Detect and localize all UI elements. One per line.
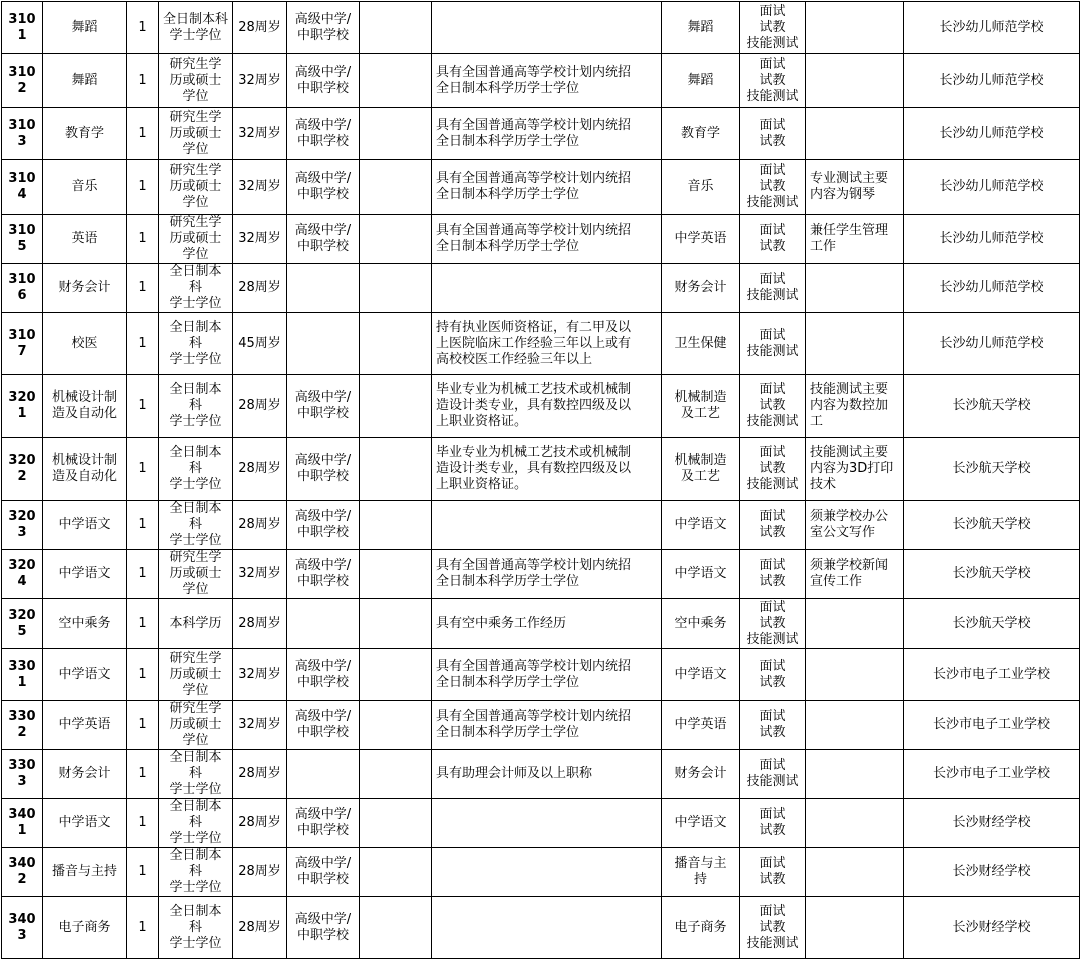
other-condition-cell bbox=[360, 54, 432, 108]
education-requirement-cell: 全日制本 科 学士学位 bbox=[159, 264, 233, 313]
exam-subject-cell: 播音与主 持 bbox=[662, 848, 740, 897]
school-name-cell: 长沙航天学校 bbox=[904, 438, 1080, 501]
headcount-cell: 1 bbox=[127, 701, 159, 750]
position-name-cell: 音乐 bbox=[43, 160, 127, 215]
exam-subject-cell: 舞蹈 bbox=[662, 54, 740, 108]
remark-cell bbox=[806, 108, 904, 160]
age-limit-cell: 28周岁 bbox=[233, 438, 287, 501]
table-row bbox=[2, 550, 1080, 599]
position-code-cell: 3205 bbox=[2, 599, 43, 649]
other-condition-cell bbox=[360, 264, 432, 313]
education-requirement-cell: 全日制本 科 学士学位 bbox=[159, 438, 233, 501]
school-type-cell: 高级中学/ 中职学校 bbox=[287, 2, 360, 54]
headcount-cell: 1 bbox=[127, 313, 159, 375]
school-type-cell: 高级中学/ 中职学校 bbox=[287, 501, 360, 550]
table-row bbox=[2, 848, 1080, 897]
school-type-cell: 高级中学/ 中职学校 bbox=[287, 108, 360, 160]
position-name-cell: 播音与主持 bbox=[43, 848, 127, 897]
headcount-cell: 1 bbox=[127, 264, 159, 313]
school-name-cell: 长沙幼儿师范学校 bbox=[904, 160, 1080, 215]
remark-cell: 须兼学校办公 室公文写作 bbox=[806, 501, 904, 550]
other-condition-cell bbox=[360, 501, 432, 550]
exam-method-cell: 面试 试教 bbox=[740, 701, 806, 750]
remark-cell bbox=[806, 54, 904, 108]
exam-method-cell: 面试 试教 技能测试 bbox=[740, 54, 806, 108]
position-name-cell: 财务会计 bbox=[43, 750, 127, 799]
position-code-cell: 3204 bbox=[2, 550, 43, 599]
education-requirement-cell: 研究生学 历或硕士 学位 bbox=[159, 701, 233, 750]
school-name-cell: 长沙市电子工业学校 bbox=[904, 701, 1080, 750]
table-row bbox=[2, 215, 1080, 264]
other-condition-cell bbox=[360, 215, 432, 264]
remark-cell bbox=[806, 264, 904, 313]
age-limit-cell: 32周岁 bbox=[233, 54, 287, 108]
school-type-cell: 高级中学/ 中职学校 bbox=[287, 215, 360, 264]
position-name-cell: 电子商务 bbox=[43, 897, 127, 959]
age-limit-cell: 32周岁 bbox=[233, 160, 287, 215]
exam-subject-cell: 财务会计 bbox=[662, 750, 740, 799]
exam-subject-cell: 中学语文 bbox=[662, 501, 740, 550]
exam-method-cell: 面试 试教 bbox=[740, 649, 806, 701]
position-name-cell: 中学语文 bbox=[43, 799, 127, 848]
remark-cell bbox=[806, 649, 904, 701]
school-name-cell: 长沙幼儿师范学校 bbox=[904, 54, 1080, 108]
school-name-cell: 长沙幼儿师范学校 bbox=[904, 313, 1080, 375]
age-limit-cell: 28周岁 bbox=[233, 375, 287, 438]
school-type-cell bbox=[287, 264, 360, 313]
school-type-cell bbox=[287, 750, 360, 799]
other-condition-cell bbox=[360, 375, 432, 438]
position-code-cell: 3102 bbox=[2, 54, 43, 108]
position-code-cell: 3301 bbox=[2, 649, 43, 701]
exam-subject-cell: 中学语文 bbox=[662, 799, 740, 848]
school-name-cell: 长沙幼儿师范学校 bbox=[904, 215, 1080, 264]
school-name-cell: 长沙市电子工业学校 bbox=[904, 649, 1080, 701]
other-condition-cell bbox=[360, 897, 432, 959]
position-name-cell: 财务会计 bbox=[43, 264, 127, 313]
headcount-cell: 1 bbox=[127, 599, 159, 649]
qualification-requirement-cell: 毕业专业为机械工艺技术或机械制 造设计类专业，具有数控四级及以 上职业资格证。 bbox=[432, 438, 662, 501]
age-limit-cell: 28周岁 bbox=[233, 2, 287, 54]
school-type-cell: 高级中学/ 中职学校 bbox=[287, 848, 360, 897]
table-body bbox=[2, 2, 1080, 959]
school-type-cell: 高级中学/ 中职学校 bbox=[287, 375, 360, 438]
remark-cell bbox=[806, 2, 904, 54]
headcount-cell: 1 bbox=[127, 799, 159, 848]
headcount-cell: 1 bbox=[127, 2, 159, 54]
position-name-cell: 中学语文 bbox=[43, 550, 127, 599]
position-code-cell: 3105 bbox=[2, 215, 43, 264]
other-condition-cell bbox=[360, 313, 432, 375]
table-row bbox=[2, 438, 1080, 501]
remark-cell: 须兼学校新闻 宣传工作 bbox=[806, 550, 904, 599]
school-name-cell: 长沙航天学校 bbox=[904, 375, 1080, 438]
exam-subject-cell: 机械制造 及工艺 bbox=[662, 375, 740, 438]
table-row bbox=[2, 264, 1080, 313]
other-condition-cell bbox=[360, 649, 432, 701]
table-row bbox=[2, 649, 1080, 701]
remark-cell bbox=[806, 848, 904, 897]
table-row bbox=[2, 799, 1080, 848]
table-row bbox=[2, 501, 1080, 550]
school-name-cell: 长沙财经学校 bbox=[904, 897, 1080, 959]
qualification-requirement-cell bbox=[432, 2, 662, 54]
position-name-cell: 中学英语 bbox=[43, 701, 127, 750]
headcount-cell: 1 bbox=[127, 215, 159, 264]
position-code-cell: 3104 bbox=[2, 160, 43, 215]
school-type-cell bbox=[287, 313, 360, 375]
position-code-cell: 3203 bbox=[2, 501, 43, 550]
exam-subject-cell: 音乐 bbox=[662, 160, 740, 215]
education-requirement-cell: 研究生学 历或硕士 学位 bbox=[159, 108, 233, 160]
exam-method-cell: 面试 试教 技能测试 bbox=[740, 160, 806, 215]
qualification-requirement-cell: 具有全国普通高等学校计划内统招 全日制本科学历学士学位 bbox=[432, 701, 662, 750]
position-name-cell: 空中乘务 bbox=[43, 599, 127, 649]
age-limit-cell: 32周岁 bbox=[233, 108, 287, 160]
qualification-requirement-cell bbox=[432, 264, 662, 313]
position-name-cell: 教育学 bbox=[43, 108, 127, 160]
age-limit-cell: 32周岁 bbox=[233, 649, 287, 701]
position-name-cell: 中学语文 bbox=[43, 649, 127, 701]
qualification-requirement-cell bbox=[432, 799, 662, 848]
age-limit-cell: 28周岁 bbox=[233, 501, 287, 550]
exam-subject-cell: 中学语文 bbox=[662, 550, 740, 599]
education-requirement-cell: 研究生学 历或硕士 学位 bbox=[159, 550, 233, 599]
exam-subject-cell: 空中乘务 bbox=[662, 599, 740, 649]
table-row bbox=[2, 160, 1080, 215]
school-name-cell: 长沙财经学校 bbox=[904, 848, 1080, 897]
age-limit-cell: 28周岁 bbox=[233, 799, 287, 848]
remark-cell: 专业测试主要 内容为钢琴 bbox=[806, 160, 904, 215]
education-requirement-cell: 研究生学 历或硕士 学位 bbox=[159, 54, 233, 108]
age-limit-cell: 28周岁 bbox=[233, 848, 287, 897]
remark-cell bbox=[806, 701, 904, 750]
exam-method-cell: 面试 试教 技能测试 bbox=[740, 599, 806, 649]
position-code-cell: 3401 bbox=[2, 799, 43, 848]
position-name-cell: 舞蹈 bbox=[43, 54, 127, 108]
qualification-requirement-cell: 具有全国普通高等学校计划内统招 全日制本科学历学士学位 bbox=[432, 108, 662, 160]
exam-subject-cell: 机械制造 及工艺 bbox=[662, 438, 740, 501]
school-type-cell bbox=[287, 599, 360, 649]
education-requirement-cell: 全日制本 科 学士学位 bbox=[159, 848, 233, 897]
age-limit-cell: 28周岁 bbox=[233, 897, 287, 959]
other-condition-cell bbox=[360, 550, 432, 599]
position-code-cell: 3103 bbox=[2, 108, 43, 160]
exam-method-cell: 面试 试教 技能测试 bbox=[740, 375, 806, 438]
table-row bbox=[2, 313, 1080, 375]
table-row bbox=[2, 701, 1080, 750]
exam-method-cell: 面试 试教 技能测试 bbox=[740, 2, 806, 54]
remark-cell bbox=[806, 897, 904, 959]
headcount-cell: 1 bbox=[127, 750, 159, 799]
education-requirement-cell: 全日制本 科 学士学位 bbox=[159, 375, 233, 438]
headcount-cell: 1 bbox=[127, 375, 159, 438]
qualification-requirement-cell: 具有全国普通高等学校计划内统招 全日制本科学历学士学位 bbox=[432, 649, 662, 701]
qualification-requirement-cell bbox=[432, 897, 662, 959]
exam-method-cell: 面试 技能测试 bbox=[740, 264, 806, 313]
position-code-cell: 3202 bbox=[2, 438, 43, 501]
position-code-cell: 3101 bbox=[2, 2, 43, 54]
position-code-cell: 3107 bbox=[2, 313, 43, 375]
education-requirement-cell: 全日制本 科 学士学位 bbox=[159, 501, 233, 550]
school-name-cell: 长沙幼儿师范学校 bbox=[904, 264, 1080, 313]
headcount-cell: 1 bbox=[127, 501, 159, 550]
school-name-cell: 长沙航天学校 bbox=[904, 501, 1080, 550]
exam-method-cell: 面试 试教 bbox=[740, 501, 806, 550]
education-requirement-cell: 全日制本 科 学士学位 bbox=[159, 750, 233, 799]
education-requirement-cell: 研究生学 历或硕士 学位 bbox=[159, 215, 233, 264]
exam-subject-cell: 中学英语 bbox=[662, 215, 740, 264]
position-name-cell: 中学语文 bbox=[43, 501, 127, 550]
exam-subject-cell: 中学英语 bbox=[662, 701, 740, 750]
exam-method-cell: 面试 试教 技能测试 bbox=[740, 438, 806, 501]
position-code-cell: 3402 bbox=[2, 848, 43, 897]
position-name-cell: 校医 bbox=[43, 313, 127, 375]
exam-subject-cell: 财务会计 bbox=[662, 264, 740, 313]
school-name-cell: 长沙航天学校 bbox=[904, 550, 1080, 599]
other-condition-cell bbox=[360, 2, 432, 54]
table-row bbox=[2, 2, 1080, 54]
education-requirement-cell: 全日制本 科 学士学位 bbox=[159, 897, 233, 959]
exam-method-cell: 面试 试教 bbox=[740, 550, 806, 599]
age-limit-cell: 32周岁 bbox=[233, 215, 287, 264]
school-type-cell: 高级中学/ 中职学校 bbox=[287, 649, 360, 701]
exam-subject-cell: 电子商务 bbox=[662, 897, 740, 959]
school-name-cell: 长沙市电子工业学校 bbox=[904, 750, 1080, 799]
headcount-cell: 1 bbox=[127, 438, 159, 501]
school-name-cell: 长沙幼儿师范学校 bbox=[904, 108, 1080, 160]
education-requirement-cell: 全日制本 科 学士学位 bbox=[159, 799, 233, 848]
exam-subject-cell: 舞蹈 bbox=[662, 2, 740, 54]
qualification-requirement-cell: 持有执业医师资格证，有二甲及以 上医院临床工作经验三年以上或有 高校校医工作经验三年以上 bbox=[432, 313, 662, 375]
position-code-cell: 3303 bbox=[2, 750, 43, 799]
headcount-cell: 1 bbox=[127, 108, 159, 160]
school-type-cell: 高级中学/ 中职学校 bbox=[287, 701, 360, 750]
age-limit-cell: 32周岁 bbox=[233, 550, 287, 599]
school-type-cell: 高级中学/ 中职学校 bbox=[287, 160, 360, 215]
other-condition-cell bbox=[360, 848, 432, 897]
other-condition-cell bbox=[360, 160, 432, 215]
table-row bbox=[2, 375, 1080, 438]
education-requirement-cell: 本科学历 bbox=[159, 599, 233, 649]
position-code-cell: 3403 bbox=[2, 897, 43, 959]
qualification-requirement-cell: 具有助理会计师及以上职称 bbox=[432, 750, 662, 799]
other-condition-cell bbox=[360, 799, 432, 848]
recruitment-table bbox=[1, 1, 1080, 959]
qualification-requirement-cell: 具有全国普通高等学校计划内统招 全日制本科学历学士学位 bbox=[432, 160, 662, 215]
position-code-cell: 3106 bbox=[2, 264, 43, 313]
exam-method-cell: 面试 试教 bbox=[740, 848, 806, 897]
education-requirement-cell: 全日制本 科 学士学位 bbox=[159, 313, 233, 375]
remark-cell: 兼任学生管理 工作 bbox=[806, 215, 904, 264]
remark-cell bbox=[806, 313, 904, 375]
headcount-cell: 1 bbox=[127, 550, 159, 599]
qualification-requirement-cell bbox=[432, 501, 662, 550]
school-type-cell: 高级中学/ 中职学校 bbox=[287, 550, 360, 599]
position-name-cell: 机械设计制 造及自动化 bbox=[43, 438, 127, 501]
school-name-cell: 长沙幼儿师范学校 bbox=[904, 2, 1080, 54]
remark-cell: 技能测试主要 内容为数控加 工 bbox=[806, 375, 904, 438]
education-requirement-cell: 全日制本科 学士学位 bbox=[159, 2, 233, 54]
headcount-cell: 1 bbox=[127, 897, 159, 959]
exam-method-cell: 面试 技能测试 bbox=[740, 313, 806, 375]
school-name-cell: 长沙财经学校 bbox=[904, 799, 1080, 848]
qualification-requirement-cell: 具有全国普通高等学校计划内统招 全日制本科学历学士学位 bbox=[432, 54, 662, 108]
headcount-cell: 1 bbox=[127, 848, 159, 897]
school-type-cell: 高级中学/ 中职学校 bbox=[287, 438, 360, 501]
headcount-cell: 1 bbox=[127, 649, 159, 701]
exam-method-cell: 面试 技能测试 bbox=[740, 750, 806, 799]
headcount-cell: 1 bbox=[127, 54, 159, 108]
qualification-requirement-cell: 具有全国普通高等学校计划内统招 全日制本科学历学士学位 bbox=[432, 550, 662, 599]
table-row bbox=[2, 108, 1080, 160]
school-name-cell: 长沙航天学校 bbox=[904, 599, 1080, 649]
qualification-requirement-cell: 具有空中乘务工作经历 bbox=[432, 599, 662, 649]
exam-subject-cell: 中学语文 bbox=[662, 649, 740, 701]
exam-method-cell: 面试 试教 bbox=[740, 108, 806, 160]
exam-method-cell: 面试 试教 bbox=[740, 215, 806, 264]
table-row bbox=[2, 750, 1080, 799]
school-type-cell: 高级中学/ 中职学校 bbox=[287, 897, 360, 959]
exam-method-cell: 面试 试教 技能测试 bbox=[740, 897, 806, 959]
position-code-cell: 3302 bbox=[2, 701, 43, 750]
age-limit-cell: 28周岁 bbox=[233, 599, 287, 649]
remark-cell bbox=[806, 599, 904, 649]
exam-subject-cell: 卫生保健 bbox=[662, 313, 740, 375]
remark-cell bbox=[806, 750, 904, 799]
exam-method-cell: 面试 试教 bbox=[740, 799, 806, 848]
position-code-cell: 3201 bbox=[2, 375, 43, 438]
exam-subject-cell: 教育学 bbox=[662, 108, 740, 160]
position-name-cell: 英语 bbox=[43, 215, 127, 264]
age-limit-cell: 28周岁 bbox=[233, 264, 287, 313]
other-condition-cell bbox=[360, 438, 432, 501]
other-condition-cell bbox=[360, 750, 432, 799]
age-limit-cell: 28周岁 bbox=[233, 750, 287, 799]
school-type-cell: 高级中学/ 中职学校 bbox=[287, 799, 360, 848]
remark-cell: 技能测试主要 内容为3D打印 技术 bbox=[806, 438, 904, 501]
headcount-cell: 1 bbox=[127, 160, 159, 215]
age-limit-cell: 45周岁 bbox=[233, 313, 287, 375]
other-condition-cell bbox=[360, 108, 432, 160]
other-condition-cell bbox=[360, 701, 432, 750]
position-name-cell: 机械设计制 造及自动化 bbox=[43, 375, 127, 438]
qualification-requirement-cell bbox=[432, 848, 662, 897]
table-row bbox=[2, 897, 1080, 959]
qualification-requirement-cell: 具有全国普通高等学校计划内统招 全日制本科学历学士学位 bbox=[432, 215, 662, 264]
age-limit-cell: 32周岁 bbox=[233, 701, 287, 750]
table-row bbox=[2, 599, 1080, 649]
education-requirement-cell: 研究生学 历或硕士 学位 bbox=[159, 160, 233, 215]
table-row bbox=[2, 54, 1080, 108]
education-requirement-cell: 研究生学 历或硕士 学位 bbox=[159, 649, 233, 701]
position-name-cell: 舞蹈 bbox=[43, 2, 127, 54]
other-condition-cell bbox=[360, 599, 432, 649]
school-type-cell: 高级中学/ 中职学校 bbox=[287, 54, 360, 108]
remark-cell bbox=[806, 799, 904, 848]
qualification-requirement-cell: 毕业专业为机械工艺技术或机械制 造设计类专业，具有数控四级及以 上职业资格证。 bbox=[432, 375, 662, 438]
